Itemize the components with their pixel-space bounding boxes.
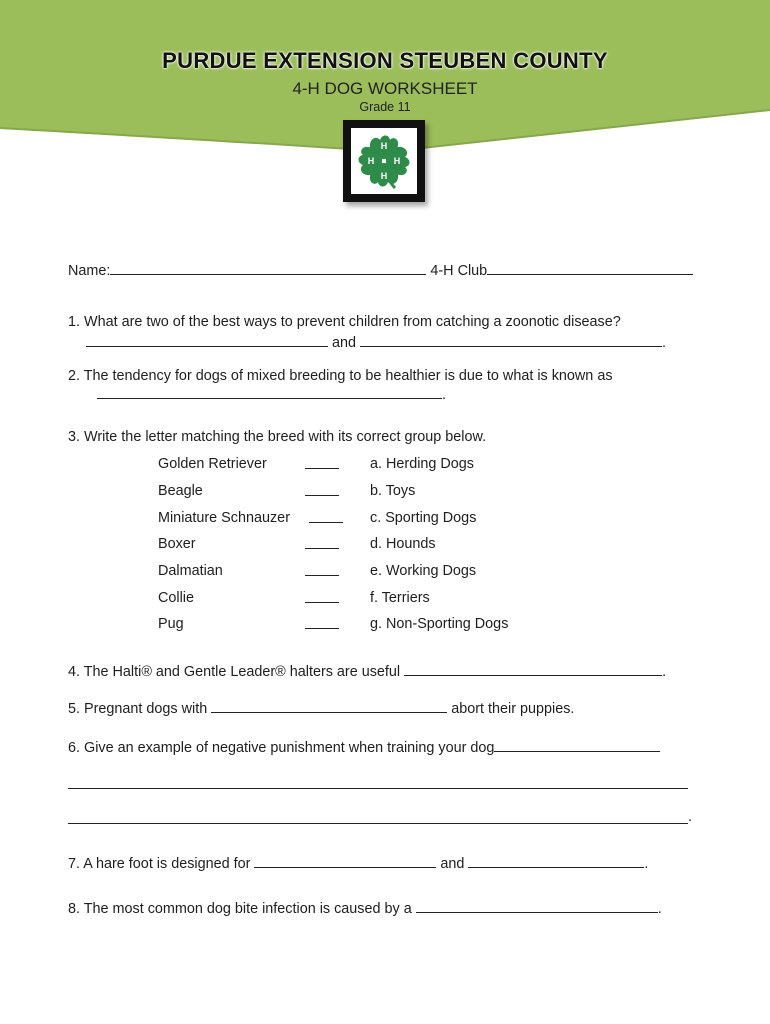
question-6 bbox=[68, 737, 660, 756]
q6-text: 6. Give an example of negative punishment when training your dog bbox=[68, 740, 495, 756]
group-option: e. Working Dogs bbox=[370, 563, 477, 579]
q6-answer-2[interactable] bbox=[68, 788, 688, 789]
q8-answer[interactable] bbox=[416, 898, 658, 913]
group-option: f. Terriers bbox=[370, 590, 430, 606]
group-option: a. Herding Dogs bbox=[370, 456, 474, 472]
breed-name: Pug bbox=[158, 616, 184, 632]
match-blank[interactable] bbox=[305, 563, 339, 580]
q7-period: . bbox=[644, 856, 649, 872]
match-blank[interactable] bbox=[305, 456, 339, 473]
club-field[interactable] bbox=[487, 260, 693, 275]
org-title: PURDUE EXTENSION STEUBEN COUNTY bbox=[162, 48, 608, 73]
q5-answer[interactable] bbox=[211, 698, 447, 713]
q1-answer-a[interactable] bbox=[86, 332, 328, 347]
four-leaf-clover-icon bbox=[351, 128, 417, 194]
q5-text: 5. Pregnant dogs with bbox=[68, 701, 208, 717]
question-2: 2. The tendency for dogs of mixed breeding to be healthier is due to what is known as bbox=[68, 368, 613, 384]
match-blank[interactable] bbox=[305, 536, 339, 553]
name-label: Name: bbox=[68, 263, 111, 279]
q6-answer-3[interactable] bbox=[68, 823, 688, 824]
q2-answer[interactable] bbox=[97, 384, 442, 399]
question-4 bbox=[68, 661, 666, 680]
q7-and: and bbox=[440, 856, 465, 872]
match-blank[interactable] bbox=[309, 510, 343, 527]
match-blank[interactable] bbox=[305, 590, 339, 607]
breed-name: Beagle bbox=[158, 483, 203, 499]
club-label: 4-H Club bbox=[430, 263, 488, 279]
question-8 bbox=[68, 898, 662, 917]
q7-answer-b[interactable] bbox=[468, 853, 644, 868]
breed-name: Miniature Schnauzer bbox=[158, 510, 290, 526]
q4-period: . bbox=[662, 664, 667, 680]
breed-name: Dalmatian bbox=[158, 563, 223, 579]
question-3: 3. Write the letter matching the breed with its correct group below. bbox=[68, 429, 487, 445]
q4-text: 4. The Halti® and Gentle Leader® halters are useful bbox=[68, 664, 401, 680]
q2-period: . bbox=[442, 387, 446, 403]
q1-period: . bbox=[662, 335, 667, 351]
q1-answer-b[interactable] bbox=[360, 332, 662, 347]
svg-text:H: H bbox=[380, 171, 388, 181]
worksheet-title: 4-H DOG WORKSHEET bbox=[292, 79, 478, 98]
breed-name: Collie bbox=[158, 590, 194, 606]
group-option: c. Sporting Dogs bbox=[370, 510, 477, 526]
q1-and: and bbox=[332, 335, 357, 351]
q6-period: . bbox=[688, 809, 692, 825]
grade-label: Grade 11 bbox=[359, 100, 411, 114]
question-2-answer-line bbox=[97, 384, 446, 403]
question-1-answer-line bbox=[86, 332, 666, 351]
breed-name: Golden Retriever bbox=[158, 456, 267, 472]
q8-text: 8. The most common dog bite infection is caused by a bbox=[68, 901, 412, 917]
match-blank[interactable] bbox=[305, 616, 339, 633]
name-club-line bbox=[68, 260, 693, 279]
q5-after: abort their puppies. bbox=[451, 701, 575, 717]
question-1: 1. What are two of the best ways to prevent children from catching a zoonotic disease? bbox=[68, 314, 621, 330]
svg-text:H: H bbox=[380, 141, 388, 151]
group-option: g. Non-Sporting Dogs bbox=[370, 616, 509, 632]
q6-answer-1[interactable] bbox=[494, 737, 660, 752]
q8-period: . bbox=[657, 901, 662, 917]
q4-answer[interactable] bbox=[404, 661, 662, 676]
group-option: d. Hounds bbox=[370, 536, 436, 552]
q7-answer-a[interactable] bbox=[254, 853, 436, 868]
match-blank[interactable] bbox=[305, 483, 339, 500]
question-7 bbox=[68, 853, 648, 872]
clover-logo bbox=[343, 120, 425, 202]
breed-name: Boxer bbox=[158, 536, 196, 552]
group-option: b. Toys bbox=[370, 483, 416, 499]
svg-text:H: H bbox=[367, 156, 375, 166]
q7-text: 7. A hare foot is designed for bbox=[68, 856, 251, 872]
svg-text:H: H bbox=[393, 156, 401, 166]
name-field[interactable] bbox=[110, 260, 426, 275]
question-5 bbox=[68, 698, 574, 717]
